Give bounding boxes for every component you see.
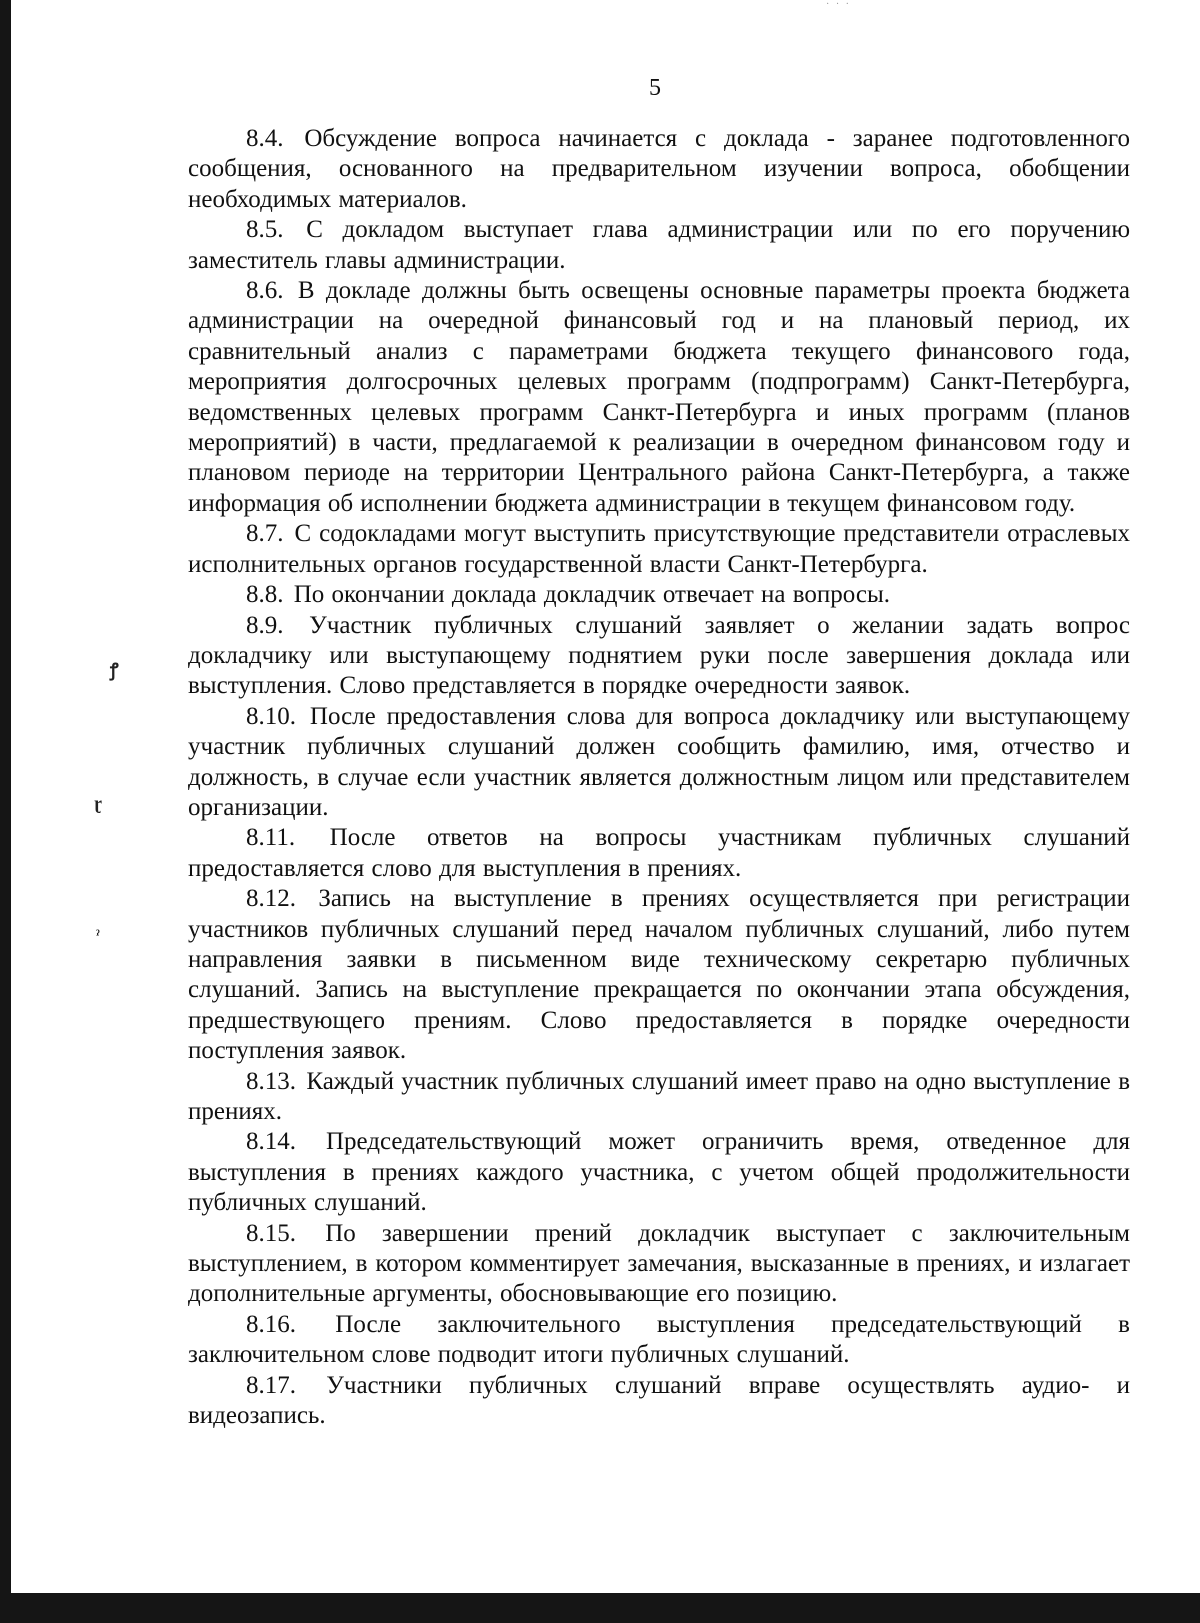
scan-margin-mark: ˀ (96, 928, 100, 943)
paragraph-number: 8.4. (246, 125, 284, 152)
paragraph-text: Каждый участник публичных слушаний имеет право на одно выступление в прениях. (188, 1067, 1131, 1125)
page-number: 5 (649, 75, 661, 101)
paragraph-number: 8.14. (246, 1128, 296, 1156)
paragraph-number: 8.6. (246, 277, 284, 305)
scan-margin-mark: ꝭ (110, 660, 119, 680)
paragraph-8-13 (188, 1067, 1130, 1128)
paragraph-8-17 (188, 1371, 1130, 1432)
paragraph-text: После ответов на вопросы участникам публичных слушаний предоставляется слово для выступления в прениях. (188, 824, 1130, 882)
paragraph-8-5 (188, 215, 1130, 276)
paragraph-text: Запись на выступление в прениях осуществляется при регистрации участников публичных слушаний перед началом публичных слушаний, либо путем направления заявки в письменном виде техническому секретарю публичных слушаний. Запись на выступление прекращается по окончании этапа обсуждения, предшествующего прениям. Слово предоставляется в порядке очередности поступления заявок. (188, 885, 1131, 1065)
paragraph-text: В докладе должны быть освещены основные параметры проекта бюджета администрации на очередной финансовый год и на плановый период, их сравнительный анализ с параметрами бюджета текущего финансового года, мероприятия долгосрочных целевых программ (подпрограмм) Санкт-Петербурга, ведомственных целевых программ Санкт-Петербурга и иных программ (планов мероприятий) в части, предлагаемой к реализации в очередном финансовом году и плановом периоде на территории Центрального района Санкт-Петербурга, а также информация об исполнении бюджета администрации в текущем финансовом году. (188, 277, 1130, 517)
paragraph-8-16 (188, 1310, 1130, 1371)
paragraph-number: 8.9. (246, 611, 284, 639)
paragraph-number: 8.5. (246, 216, 284, 244)
paragraph-number: 8.7. (246, 520, 284, 548)
paragraph-8-15 (188, 1219, 1130, 1310)
paragraph-number: 8.17. (246, 1371, 296, 1399)
paragraph-8-7 (188, 519, 1130, 580)
paragraph-text: По окончании доклада докладчик отвечает на вопросы. (293, 581, 891, 609)
paragraph-8-4 (188, 124, 1130, 215)
paragraph-number: 8.15. (246, 1219, 296, 1247)
paragraph-8-10 (188, 702, 1130, 824)
paragraph-number: 8.10. (246, 702, 296, 730)
paragraph-number: 8.13. (246, 1067, 296, 1095)
paragraph-text: По завершении прений докладчик выступает с заключительным выступлением, в котором комментирует замечания, высказанные в прениях, и излагает дополнительные аргументы, обосновывающие его позицию. (188, 1219, 1130, 1308)
paragraph-text: С содокладами могут выступить присутствующие представители отраслевых исполнительных органов государственной власти Санкт-Петербурга. (188, 520, 1130, 578)
paragraph-8-6 (188, 276, 1130, 519)
paragraph-8-11 (188, 823, 1130, 884)
scan-bottom-edge (0, 1593, 1200, 1623)
paragraph-text: После заключительного выступления председательствующий в заключительном слове подводит итоги публичных слушаний. (188, 1310, 1130, 1369)
paragraph-number: 8.16. (246, 1310, 296, 1338)
paragraph-8-9 (188, 611, 1130, 702)
paragraph-number: 8.8. (246, 581, 284, 609)
paragraph-text: Участник публичных слушаний заявляет о желании задать вопрос докладчику или выступающему поднятием руки после завершения доклада или выступления. Слово представляется в порядке очередности заявок. (188, 611, 1130, 700)
paragraph-text: Участники публичных слушаний вправе осуществлять аудио- и видеозапись. (188, 1371, 1130, 1430)
paragraph-8-8 (188, 580, 1130, 610)
paragraph-text: Обсуждение вопроса начинается с доклада - заранее подготовленного сообщения, основанного на предварительном изучении вопроса, обобщении необходимых материалов. (188, 125, 1130, 213)
paragraph-8-12 (188, 884, 1130, 1066)
paragraph-number: 8.11. (246, 824, 296, 852)
scan-artifact-dots: · · · (826, 0, 851, 10)
paragraph-number: 8.12. (246, 885, 296, 913)
paragraph-text: После предоставления слова для вопроса докладчику или выступающему участник публичных слушаний должен сообщить фамилию, имя, отчество и должность, в случае если участник является должностным лицом или представителем организации. (188, 702, 1130, 821)
scan-margin-mark: ɽ (94, 793, 102, 813)
document-body (188, 124, 1130, 1431)
paragraph-text: Председательствующий может ограничить время, отведенное для выступления в прениях каждого участника, с учетом общей продолжительности публичных слушаний. (188, 1128, 1131, 1217)
scan-left-edge (0, 0, 11, 1623)
paragraph-8-14 (188, 1127, 1130, 1218)
paragraph-text: С докладом выступает глава администрации или по его поручению заместитель главы администрации. (188, 216, 1131, 274)
